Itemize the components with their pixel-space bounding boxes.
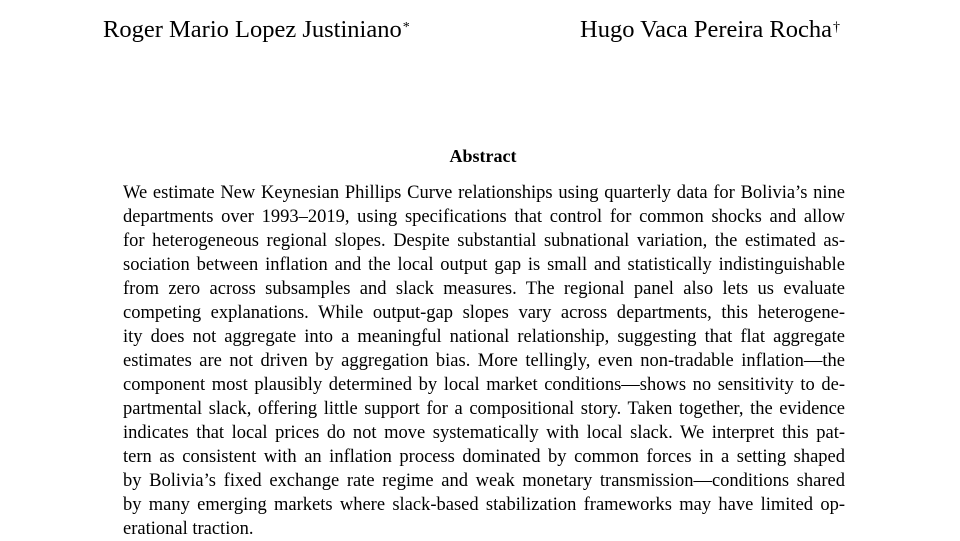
- abstract-line: sociation between inflation and the local output gap is small and statistically indistinguishable: [123, 255, 845, 275]
- author-footnote-mark[interactable]: †: [832, 20, 840, 35]
- abstract-line: indicates that local prices do not move systematically with local slack. We interpret this pat-: [123, 423, 845, 443]
- abstract-heading: Abstract: [449, 146, 517, 166]
- author-name: [580, 14, 840, 46]
- abstract-line: partmental slack, offering little support for a compositional story. Taken together, the evidence: [123, 399, 845, 419]
- abstract-line: erational traction.: [123, 519, 254, 539]
- abstract-line: by Bolivia’s fixed exchange rate regime and weak monetary transmission—conditions shared: [123, 471, 845, 491]
- abstract-line: for heterogeneous regional slopes. Despite substantial subnational variation, the estimated as-: [123, 231, 845, 251]
- abstract-line: departments over 1993–2019, using specifications that control for common shocks and allow: [123, 207, 845, 227]
- abstract-line: estimates are not driven by aggregation bias. More tellingly, even non-tradable inflation—the: [123, 351, 845, 371]
- author-footnote-mark[interactable]: *: [402, 20, 410, 35]
- abstract-line: by many emerging markets where slack-based stabilization frameworks may have limited op-: [123, 495, 845, 515]
- abstract-line: ity does not aggregate into a meaningful national relationship, suggesting that flat aggregate: [123, 327, 845, 347]
- abstract-line: tern as consistent with an inflation process dominated by common forces in a setting shaped: [123, 447, 845, 467]
- author-name-text: Hugo Vaca Pereira Rocha: [580, 16, 832, 43]
- abstract-body: [123, 181, 845, 541]
- abstract-line: from zero across subsamples and slack measures. The regional panel also lets us evaluate: [123, 279, 845, 299]
- abstract-line: component most plausibly determined by local market conditions—shows no sensitivity to de-: [123, 375, 845, 395]
- author-name-text: Roger Mario Lopez Justiniano: [103, 16, 402, 43]
- author-name: [103, 14, 410, 46]
- abstract-line: We estimate New Keynesian Phillips Curve relationships using quarterly data for Bolivia’s nine: [123, 183, 845, 203]
- abstract-line: competing explanations. While output-gap slopes vary across departments, this heterogene-: [123, 303, 845, 323]
